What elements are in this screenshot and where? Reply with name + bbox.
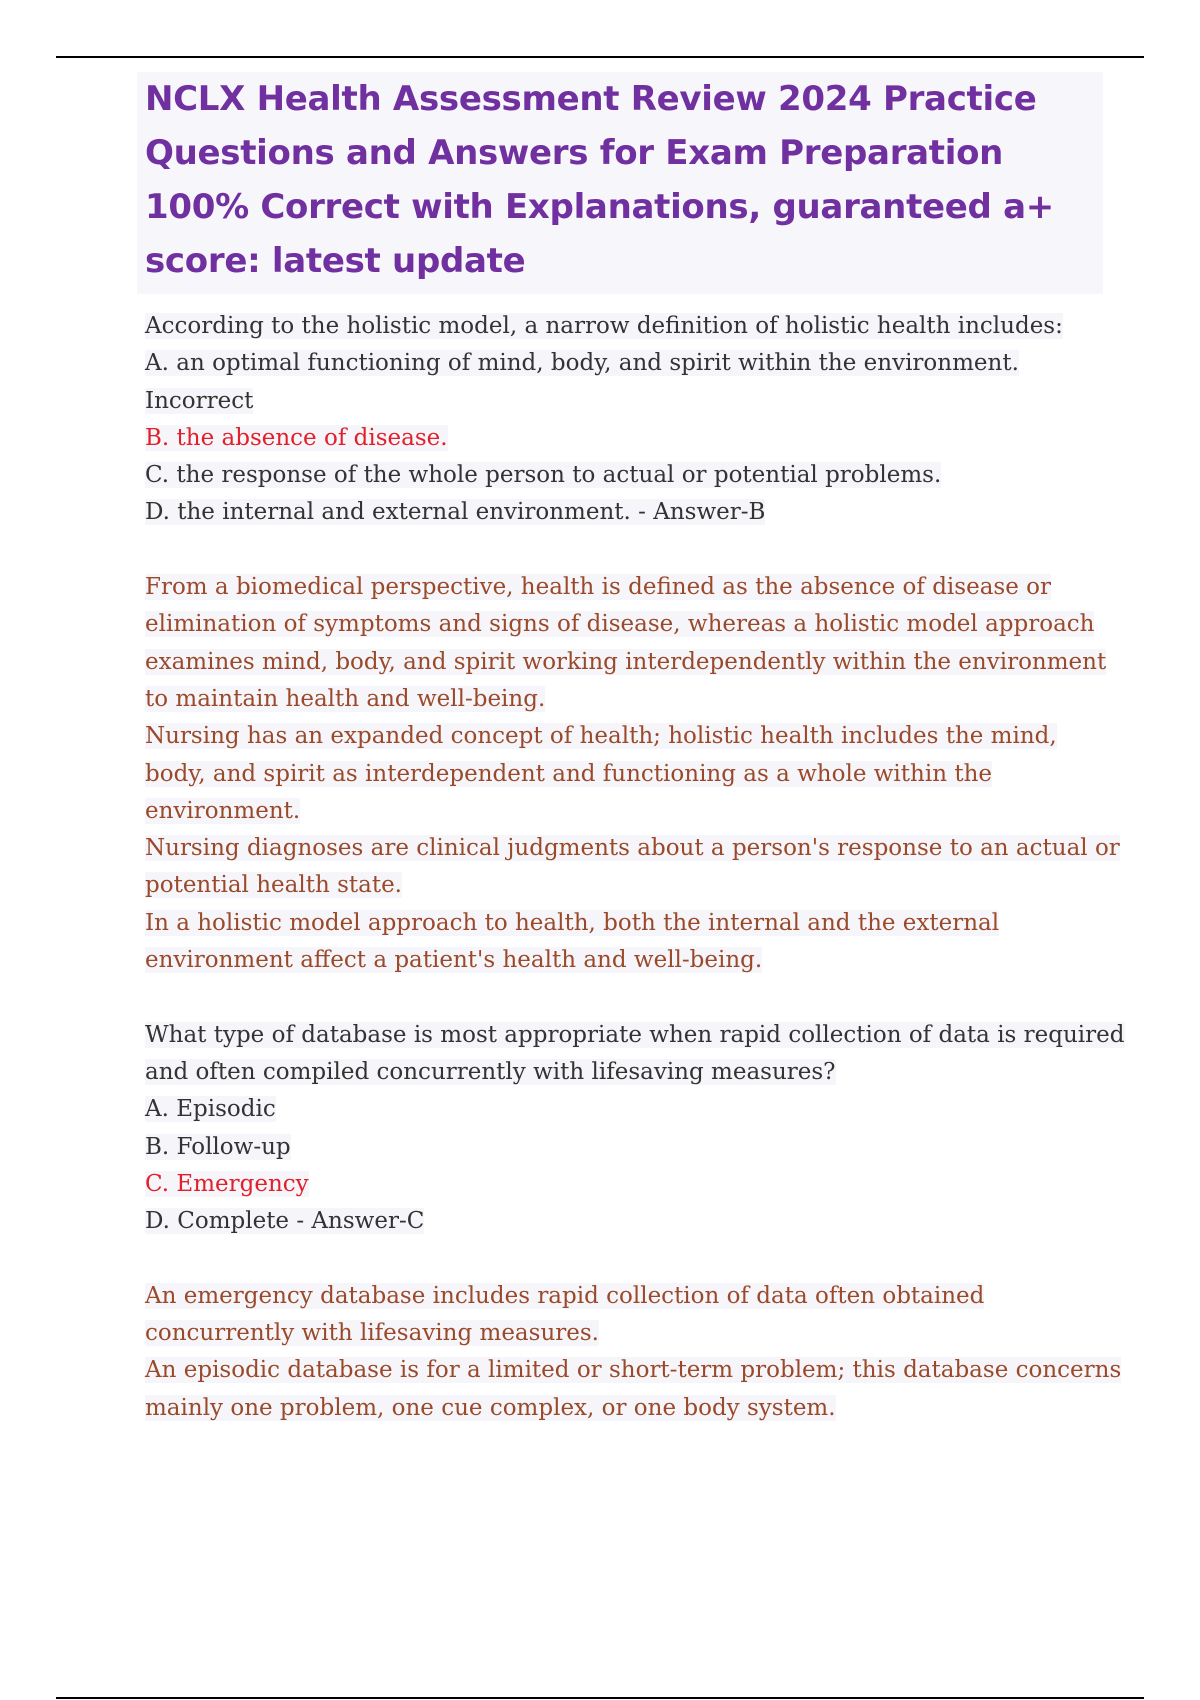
question-text: According to the holistic model, a narrow definition of holistic health includes: bbox=[145, 313, 1063, 339]
question-1 bbox=[145, 308, 1095, 532]
top-rule bbox=[56, 56, 1144, 58]
explanation-line: An emergency database includes rapid collection of data often obtained bbox=[145, 1282, 985, 1309]
spacer bbox=[145, 979, 1095, 1016]
option-a: A. an optimal functioning of mind, body, and spirit within the environment. bbox=[145, 350, 1019, 377]
explanation-1 bbox=[145, 569, 1120, 979]
explanation-line: From a biomedical perspective, health is defined as the absence of disease or bbox=[145, 574, 1051, 601]
explanation-line: In a holistic model approach to health, both the internal and the external bbox=[145, 909, 1000, 936]
explanation-line: concurrently with lifesaving measures. bbox=[145, 1320, 599, 1347]
explanation-line: to maintain health and well-being. bbox=[145, 685, 546, 712]
question-text: and often compiled concurrently with lifesaving measures? bbox=[145, 1058, 836, 1085]
option-a: A. Episodic bbox=[145, 1096, 276, 1123]
option-d-answer: D. Complete - Answer-C bbox=[145, 1208, 425, 1235]
option-c: C. the response of the whole person to actual or potential problems. bbox=[145, 462, 942, 489]
bottom-rule bbox=[56, 1697, 1144, 1699]
option-b: B. Follow-up bbox=[145, 1133, 291, 1160]
explanation-line: Nursing has an expanded concept of health; holistic health includes the mind, bbox=[145, 723, 1057, 750]
incorrect-label: Incorrect bbox=[145, 387, 254, 414]
question-2 bbox=[145, 1017, 1125, 1241]
spacer bbox=[145, 532, 1095, 569]
option-d-answer: D. the internal and external environment. - Answer-B bbox=[145, 499, 766, 526]
explanation-line: mainly one problem, one cue complex, or one body system. bbox=[145, 1394, 836, 1421]
spacer bbox=[145, 1240, 1095, 1277]
explanation-line: elimination of symptoms and signs of disease, whereas a holistic model approach bbox=[145, 611, 1095, 638]
document-body bbox=[145, 308, 1125, 1427]
explanation-line: body, and spirit as interdependent and functioning as a whole within the bbox=[145, 760, 992, 787]
option-c-correct: C. Emergency bbox=[145, 1170, 309, 1197]
page-title: NCLX Health Assessment Review 2024 Practice Questions and Answers for Exam Preparation 100% Correct with Explanations, guaranteed a+ score: latest update bbox=[137, 72, 1103, 294]
explanation-line: Nursing diagnoses are clinical judgments about a person's response to an actual or bbox=[145, 835, 1120, 862]
explanation-line: environment. bbox=[145, 797, 301, 824]
question-text: What type of database is most appropriate when rapid collection of data is required bbox=[145, 1021, 1125, 1048]
explanation-line: examines mind, body, and spirit working interdependently within the environment bbox=[145, 648, 1107, 675]
explanation-2 bbox=[145, 1278, 1122, 1427]
explanation-line: potential health state. bbox=[145, 872, 402, 899]
explanation-line: environment affect a patient's health and well-being. bbox=[145, 947, 763, 974]
option-b-correct: B. the absence of disease. bbox=[145, 424, 448, 451]
explanation-line: An episodic database is for a limited or short-term problem; this database concerns bbox=[145, 1357, 1122, 1384]
